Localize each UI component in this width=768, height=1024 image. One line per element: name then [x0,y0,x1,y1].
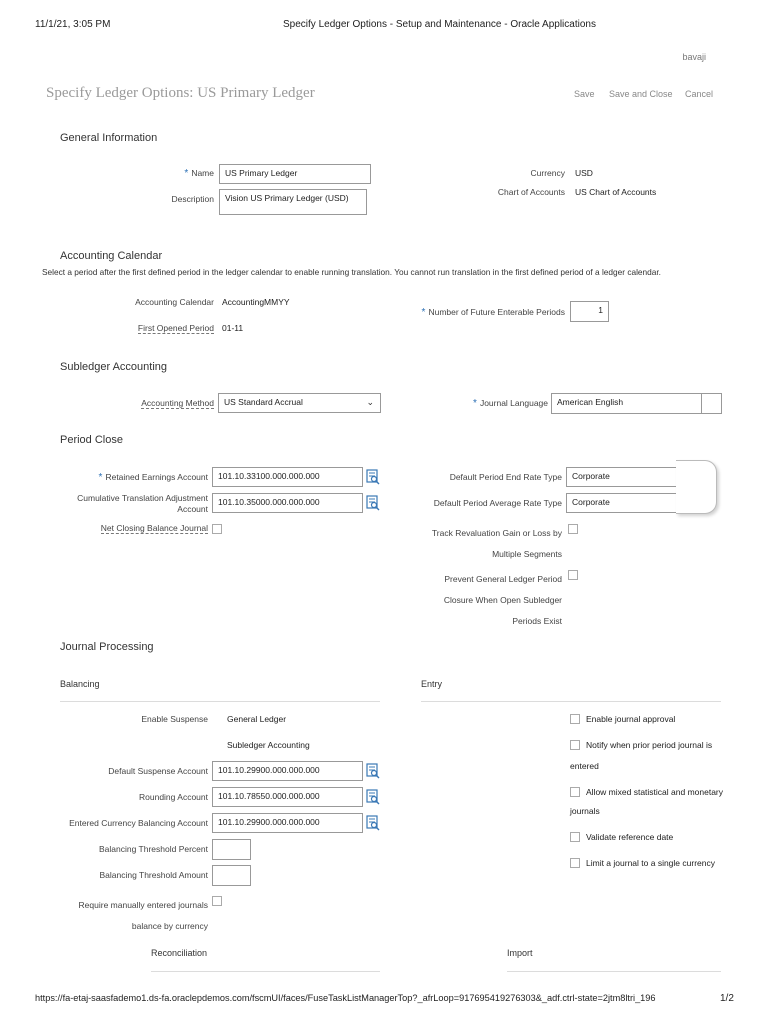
user-name[interactable]: bavaji [682,52,706,62]
validate-reference-date-checkbox[interactable] [570,832,580,842]
entry-divider [421,701,721,702]
page-title: Specify Ledger Options: US Primary Ledger [46,85,315,101]
prevent-period-closure-checkbox[interactable] [568,570,578,580]
print-url: https://fa-etaj-saasfademo1.ds-fa.oraclepdemos.com/fscmUI/faces/FuseTaskListManagerTop?_afrLoop=917695419276303&_adf.ctrl-state=2jtm8ltri_196 [35,993,656,1003]
net-closing-balance-label[interactable]: Net Closing Balance Journal [100,523,208,533]
notify-prior-period-label-cont: entered [570,761,599,771]
required-icon: * [184,168,189,179]
description-textarea[interactable]: Vision US Primary Ledger (USD) [219,189,367,215]
notify-prior-period-label: Notify when prior period journal is [586,740,713,750]
limit-single-currency-label: Limit a journal to a single currency [586,858,715,868]
translation-note: Select a period after the first defined period in the ledger calendar to enable running translation. You cannot run translation in the first defined period of a ledger calendar. [42,267,661,277]
balancing-heading: Balancing [60,679,100,689]
balancing-threshold-percent-label: Balancing Threshold Percent [99,844,208,854]
default-suspense-account-label: Default Suspense Account [108,766,208,776]
track-revaluation-label: Track Revaluation Gain or Loss by Multiple Segments [431,528,562,559]
balancing-divider [60,701,380,702]
currency-value: USD [575,168,593,178]
rounding-account-input[interactable]: 101.10.78550.000.000.000 [212,787,363,807]
accounting-calendar-value: AccountingMMYY [222,297,290,307]
chart-of-accounts-value: US Chart of Accounts [575,187,657,197]
accounting-method-select[interactable]: US Standard Accrual ⌄ [218,393,381,413]
cta-account-input[interactable]: 101.10.35000.000.000.000 [212,493,363,513]
balancing-threshold-amount-input[interactable] [212,865,251,886]
entered-currency-balancing-label: Entered Currency Balancing Account [69,818,208,828]
print-page-number: 1/2 [720,993,734,1004]
enable-journal-approval-checkbox[interactable] [570,714,580,724]
retained-earnings-label: * Retained Earnings Account [98,472,208,483]
name-label: * Name [184,168,214,179]
suspense-subledger-option[interactable]: Subledger Accounting [227,740,310,750]
reconciliation-divider [151,971,380,972]
language-dropdown-button[interactable] [701,394,721,413]
end-rate-type-input[interactable]: Corporate [566,467,678,487]
notify-prior-period-checkbox[interactable] [570,740,580,750]
account-search-icon[interactable] [366,815,380,831]
accounting-calendar-label: Accounting Calendar [135,297,214,307]
cancel-button[interactable]: Cancel [685,89,714,99]
accounting-calendar-heading: Accounting Calendar [60,250,163,262]
entered-currency-balancing-input[interactable]: 101.10.29900.000.000.000 [212,813,363,833]
period-close-heading: Period Close [60,434,123,446]
currency-label: Currency [530,168,565,178]
balancing-threshold-amount-label: Balancing Threshold Amount [99,870,208,880]
import-heading: Import [507,948,533,958]
net-closing-balance-checkbox[interactable] [212,524,222,534]
journal-language-label: * Journal Language [473,398,548,409]
required-icon: * [473,398,477,409]
chart-of-accounts-label: Chart of Accounts [497,187,565,197]
require-balance-by-currency-checkbox[interactable] [212,896,222,906]
balancing-threshold-percent-input[interactable] [212,839,251,860]
end-rate-type-label: Default Period End Rate Type [449,472,562,482]
retained-earnings-input[interactable]: 101.10.33100.000.000.000 [212,467,363,487]
account-search-icon[interactable] [366,789,380,805]
print-datetime: 11/1/21, 3:05 PM [35,19,111,30]
average-rate-type-input[interactable]: Corporate [566,493,678,513]
accounting-method-label[interactable]: Accounting Method [141,398,214,408]
rate-type-dropdown-button[interactable] [676,460,717,514]
subledger-accounting-heading: Subledger Accounting [60,361,168,373]
cta-account-label: Cumulative Translation Adjustment Account [77,493,208,514]
account-search-icon[interactable] [366,763,380,779]
allow-mixed-journals-label: Allow mixed statistical and monetary [586,787,724,797]
validate-reference-date-label: Validate reference date [586,832,674,842]
limit-single-currency-checkbox[interactable] [570,858,580,868]
journal-language-input[interactable]: American English [551,393,722,414]
track-revaluation-checkbox[interactable] [568,524,578,534]
allow-mixed-journals-checkbox[interactable] [570,787,580,797]
average-rate-type-label: Default Period Average Rate Type [433,498,562,508]
save-and-close-button[interactable]: Save and Close [609,89,673,99]
rounding-account-label: Rounding Account [139,792,208,802]
name-input[interactable]: US Primary Ledger [219,164,371,184]
save-button[interactable]: Save [574,89,595,99]
entry-heading: Entry [421,679,443,689]
print-doc-title: Specify Ledger Options - Setup and Maintenance - Oracle Applications [283,19,596,30]
account-search-icon[interactable] [366,469,380,485]
enable-suspense-label: Enable Suspense [141,714,208,724]
general-information-heading: General Information [60,132,158,144]
future-periods-label: * Number of Future Enterable Periods [421,307,565,318]
require-balance-by-currency-label: Require manually entered journals balance by currency [78,900,208,931]
reconciliation-heading: Reconciliation [151,948,208,958]
required-icon: * [421,307,426,318]
future-periods-input[interactable]: 1 [570,301,609,322]
account-search-icon[interactable] [366,495,380,511]
allow-mixed-journals-label-cont: journals [570,806,600,816]
required-icon: * [98,472,103,483]
journal-processing-heading: Journal Processing [60,641,154,653]
prevent-period-closure-label: Prevent General Ledger Period Closure When Open Subledger Periods Exist [443,574,562,626]
suspense-general-ledger-option[interactable]: General Ledger [227,714,287,724]
chevron-down-icon: ⌄ [366,397,374,407]
first-opened-period-value: 01-11 [222,323,244,333]
first-opened-period-label[interactable]: First Opened Period [137,323,214,333]
enable-journal-approval-label: Enable journal approval [586,714,676,724]
default-suspense-account-input[interactable]: 101.10.29900.000.000.000 [212,761,363,781]
description-label: Description [171,194,214,204]
import-divider [507,971,721,972]
